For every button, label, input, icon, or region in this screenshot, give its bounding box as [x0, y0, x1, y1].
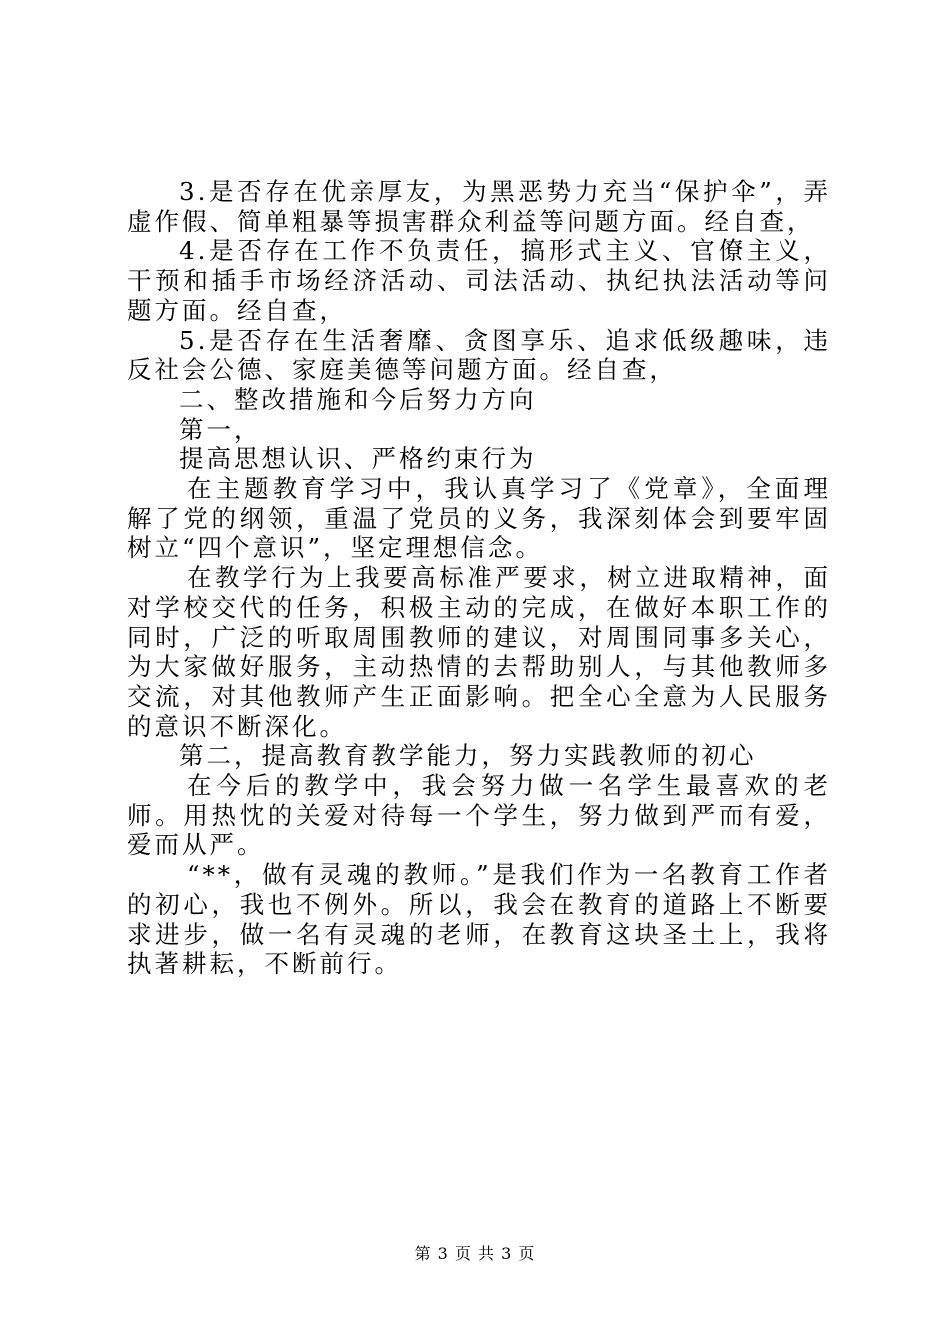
page-number-footer: 第 3 页 共 3 页 [414, 1244, 536, 1263]
paragraph-future-teaching: 在今后的教学中，我会努力做一名学生最喜欢的老师。用热忱的关爱对待每一个学生，努力做到严而有爱，爱而从严。 [127, 771, 831, 860]
subsection-first-title: 提高思想认识、严格约束行为 [179, 444, 537, 474]
document-body [127, 177, 831, 979]
paragraph-original-aspiration: “**，做有灵魂的教师。”是我们作为一名教育工作者的初心，我也不例外。所以，我会在教育的道路上不断要求进步，做一名有灵魂的老师，在教育这块圣土上，我将执著耕耘，不断前行。 [127, 860, 831, 979]
paragraph-study: 在主题教育学习中，我认真学习了《党章》，全面理解了党的纲领，重温了党员的义务，我深刻体会到要牢固树立“四个意识”，坚定理想信念。 [127, 474, 831, 563]
paragraph-item-3: 3.是否存在优亲厚友，为黑恶势力充当“保护伞”，弄虚作假、简单粗暴等损害群众利益等问题方面。经自查， [127, 177, 831, 236]
paragraph-item-5: 5.是否存在生活奢靡、贪图享乐、追求低级趣味，违反社会公德、家庭美德等问题方面。经自查， [127, 325, 831, 385]
paragraph-teaching-behavior: 在教学行为上我要高标准严要求，树立进取精神，面对学校交代的任务，积极主动的完成，在做好本职工作的同时，广泛的听取周围教师的建议，对周围同事多关心，为大家做好服务，主动热情的去帮助别人，与其他教师多交流，对其他教师产生正面影响。把全心全意为人民服务的意识不断深化。 [127, 563, 831, 741]
paragraph-item-4: 4.是否存在工作不负责任，搞形式主义、官僚主义，干预和插手市场经济活动、司法活动、执纪执法活动等问题方面。经自查， [127, 236, 831, 325]
section-heading-rectification: 二、整改措施和今后努力方向 [179, 384, 537, 414]
subsection-first-label: 第一， [179, 414, 262, 444]
subsection-second-title: 第二，提高教育教学能力，努力实践教师的初心 [179, 741, 757, 771]
